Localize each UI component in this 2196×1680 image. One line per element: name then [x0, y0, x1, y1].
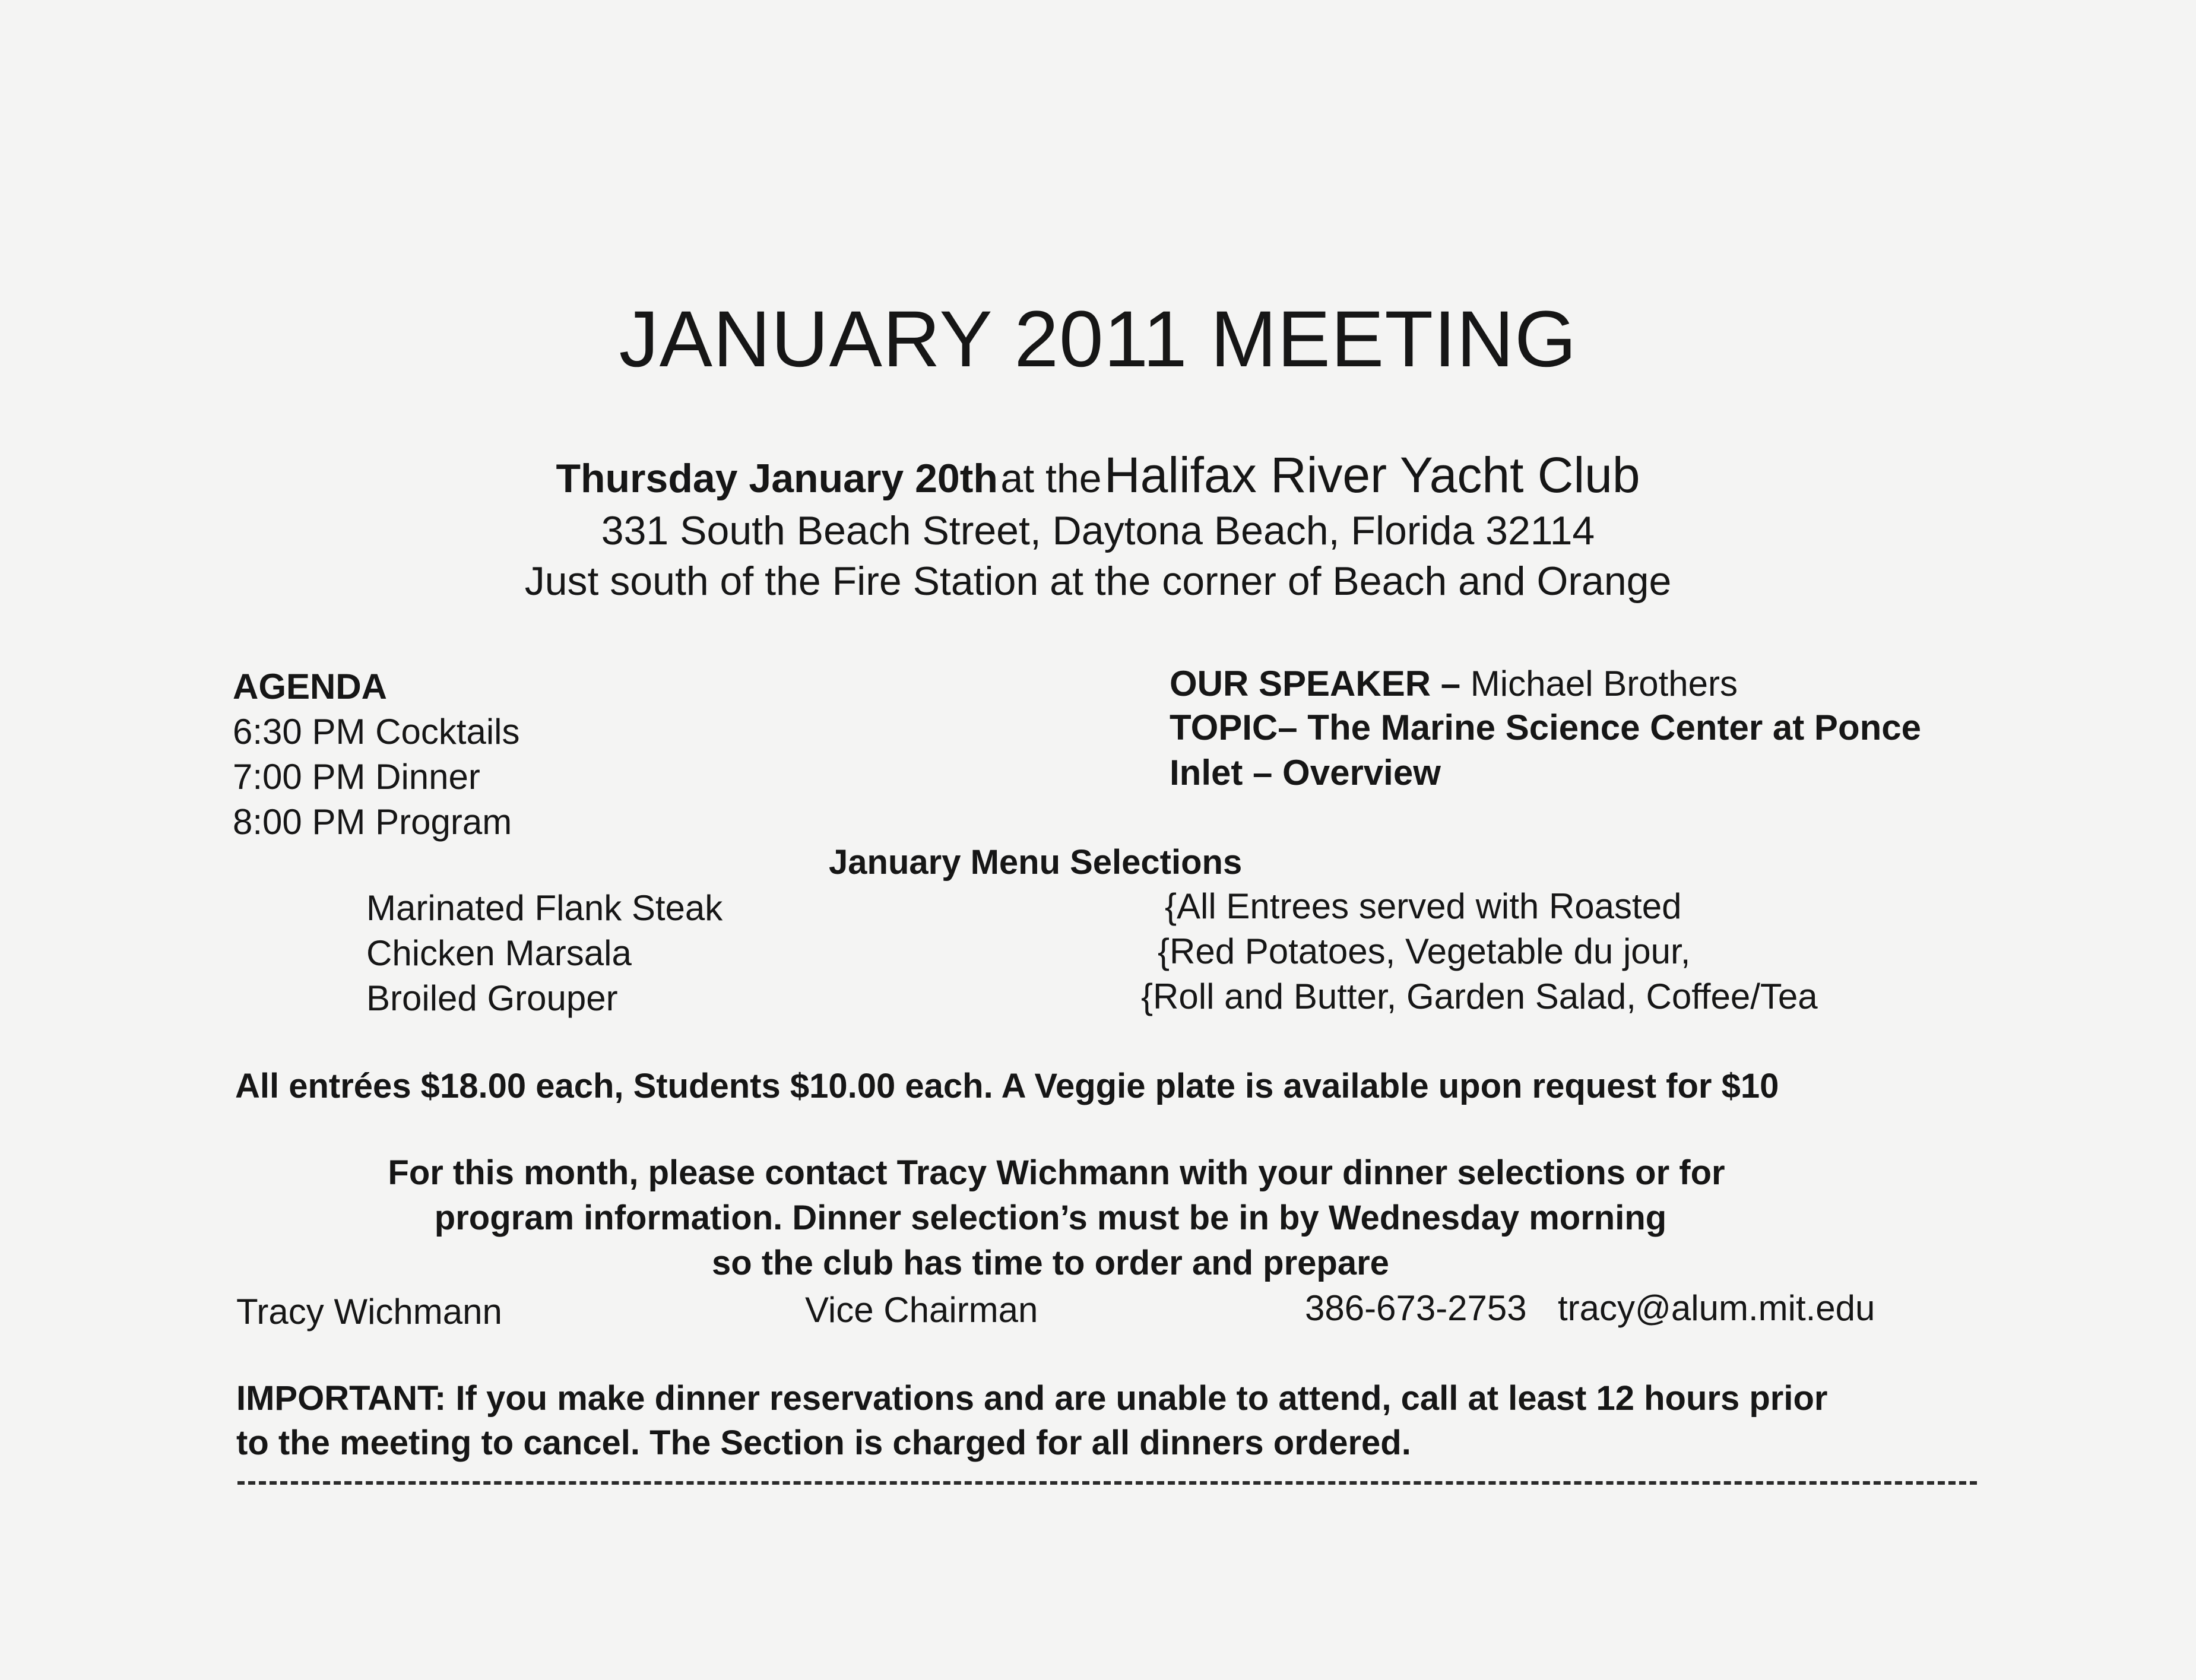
menu-entree: Chicken Marsala	[366, 933, 632, 973]
menu-side-note: {Roll and Butter, Garden Salad, Coffee/Tea	[1141, 977, 1818, 1016]
agenda-heading: AGENDA	[233, 667, 388, 706]
venue-line	[0, 447, 2196, 503]
speaker-label: OUR SPEAKER –	[1170, 664, 1461, 703]
contact-name: Tracy Wichmann	[236, 1292, 502, 1332]
important-notice-line2: to the meeting to cancel. The Section is charged for all dinners ordered.	[236, 1424, 1411, 1462]
speaker-name: Michael Brothers	[1470, 664, 1738, 703]
topic-line-continued: Inlet – Overview	[1170, 753, 1441, 793]
agenda-item: 7:00 PM Dinner	[233, 757, 480, 797]
important-notice-line1: IMPORTANT: If you make dinner reservations and are unable to attend, call at least 12 hours prior	[236, 1379, 1828, 1418]
contact-note-line: so the club has time to order and prepare	[712, 1244, 1389, 1282]
speaker-line	[1170, 666, 1738, 702]
topic-line: TOPIC– The Marine Science Center at Ponce	[1170, 708, 1921, 747]
menu-entree: Broiled Grouper	[366, 978, 618, 1018]
contact-email: tracy@alum.mit.edu	[1558, 1288, 1875, 1328]
club-name: Halifax River Yacht Club	[1104, 447, 1640, 503]
page-title: JANUARY 2011 MEETING	[619, 295, 1577, 383]
meeting-date: Thursday January 20th	[556, 456, 998, 501]
agenda-item: 6:30 PM Cocktails	[233, 712, 520, 752]
at-the-text: at the	[1000, 456, 1102, 501]
agenda-item: 8:00 PM Program	[233, 802, 512, 842]
contact-note-line: For this month, please contact Tracy Wichmann with your dinner selections or for	[388, 1153, 1725, 1192]
contact-phone: 386-673-2753	[1305, 1288, 1527, 1328]
pricing-line: All entrées $18.00 each, Students $10.00 each. A Veggie plate is available upon request for $10	[235, 1067, 1779, 1105]
dashed-cut-line	[237, 1481, 1977, 1485]
menu-entree: Marinated Flank Steak	[366, 888, 723, 928]
venue-address: 331 South Beach Street, Daytona Beach, Florida 32114	[601, 508, 1595, 553]
menu-heading: January Menu Selections	[829, 843, 1243, 882]
menu-side-note: {All Entrees served with Roasted	[1165, 886, 1682, 926]
menu-side-note: {Red Potatoes, Vegetable du jour,	[1158, 931, 1691, 971]
contact-note-line: program information. Dinner selection’s must be in by Wednesday morning	[434, 1199, 1667, 1237]
venue-directions: Just south of the Fire Station at the corner of Beach and Orange	[524, 559, 1672, 604]
contact-role: Vice Chairman	[805, 1290, 1038, 1330]
